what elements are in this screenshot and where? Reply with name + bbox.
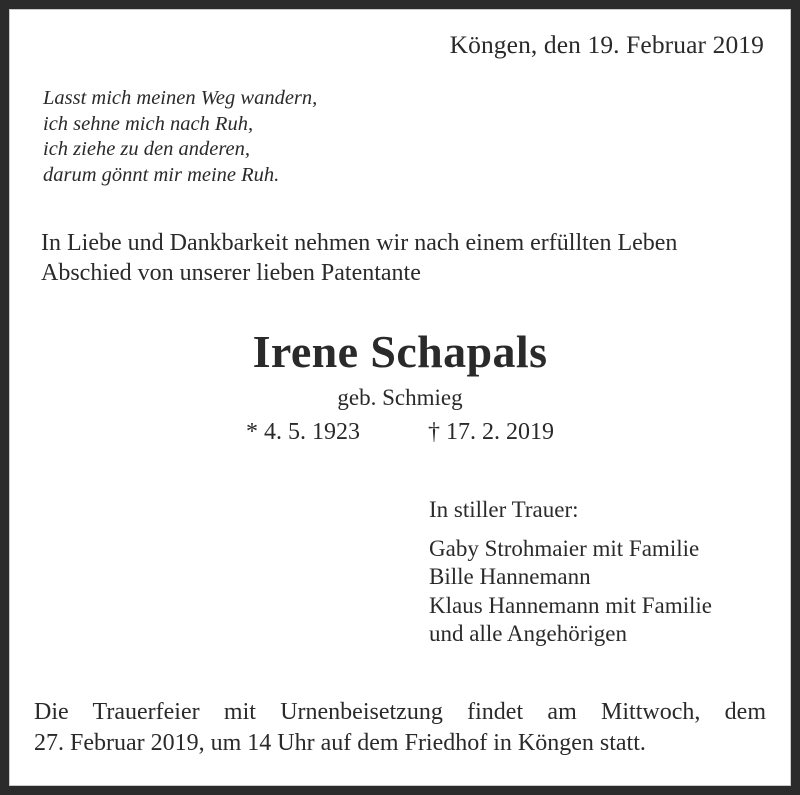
list-item: Bille Hannemann: [429, 564, 591, 589]
poem-line-2: ich sehne mich nach Ruh,: [43, 112, 254, 135]
funeral-details: [34, 697, 766, 759]
place-and-date: Köngen, den 19. Februar 2019: [449, 30, 764, 59]
mourners-heading: In stiller Trauer:: [429, 497, 579, 522]
memorial-poem: [34, 86, 766, 188]
poem-line-3: ich ziehe zu den anderen,: [43, 138, 251, 160]
death-date: 17. 2. 2019: [446, 419, 554, 445]
life-dates: [34, 418, 766, 446]
mourners-block: [34, 496, 766, 649]
deceased-block: [34, 326, 766, 446]
funeral-line-2: 27. Februar 2019, um 14 Uhr auf dem Friedhof in Köngen statt.: [34, 730, 646, 756]
list-item: Klaus Hannemann mit Familie: [429, 592, 712, 618]
intro-line-2: Abschied von unserer lieben Patentante: [41, 260, 421, 286]
cross-symbol-icon: †: [428, 419, 440, 445]
deceased-name: Irene Schapals: [252, 326, 548, 377]
deceased-maiden-name: geb. Schmieg: [337, 385, 463, 410]
poem-line-4: darum gönnt mir meine Ruh.: [43, 163, 280, 186]
poem-line-1: Lasst mich meinen Weg wandern,: [43, 87, 318, 109]
birth-symbol-icon: *: [246, 419, 258, 445]
intro-line-1: In Liebe und Dankbarkeit nehmen wir nach einem erfüllten Leben: [41, 230, 678, 256]
list-item: Gaby Strohmaier mit Familie: [429, 535, 700, 561]
funeral-line-1: Die Trauerfeier mit Urnenbeisetzung findet am Mittwoch, dem: [34, 699, 766, 725]
list-item: und alle Angehörigen: [429, 621, 628, 646]
intro-text: [34, 228, 766, 288]
mourners-list: [429, 535, 766, 649]
notice-inner-frame: [9, 9, 791, 786]
birth-date: 4. 5. 1923: [264, 419, 360, 445]
